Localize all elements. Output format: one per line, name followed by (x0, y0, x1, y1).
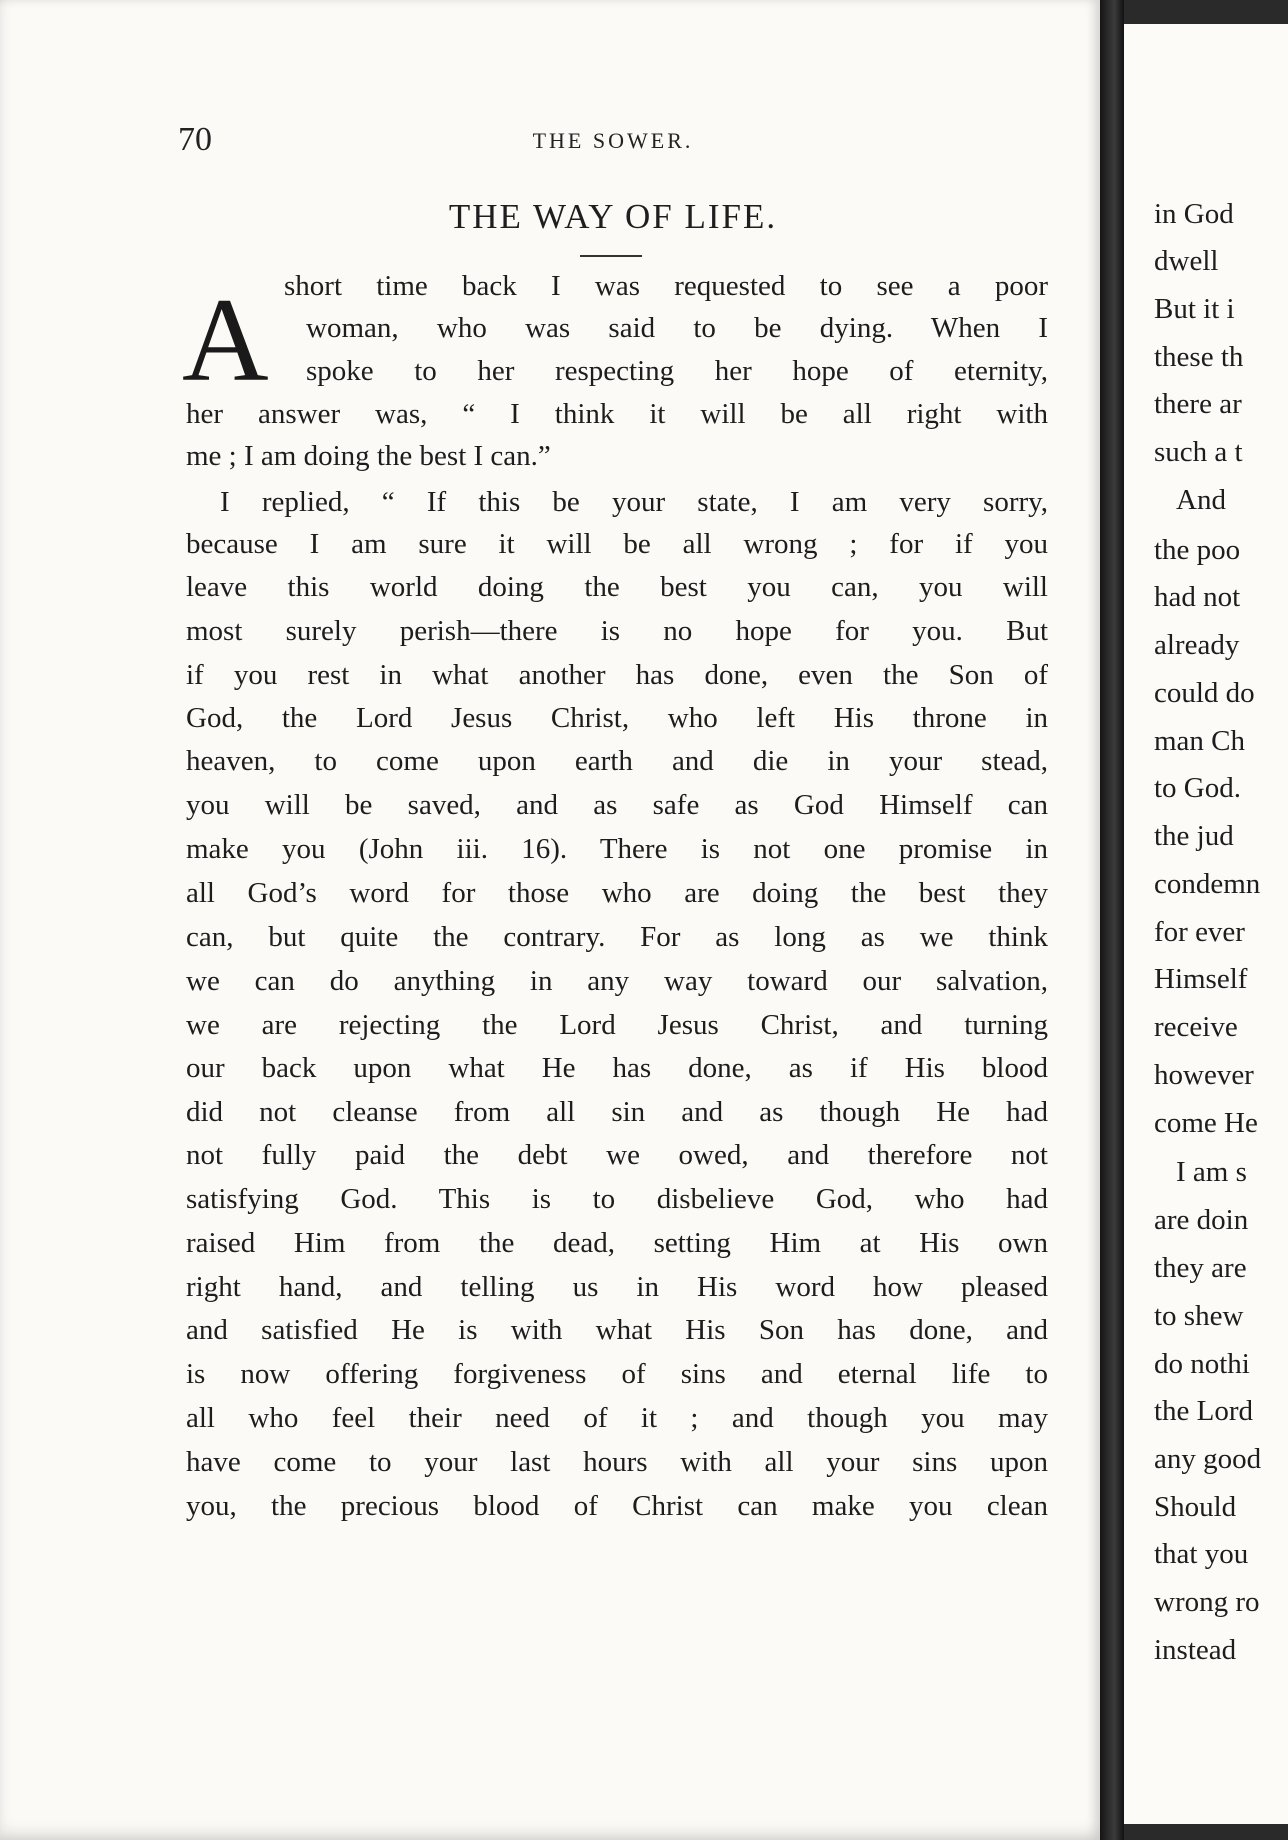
text-line: and satisfied He is with what His Son has done, and (186, 1314, 1048, 1346)
page-number: 70 (178, 121, 212, 158)
right-text-line: Should (1154, 1491, 1237, 1523)
right-text-line: the Lord (1154, 1395, 1254, 1427)
text-line: have come to your last hours with all your sins upon (186, 1446, 1048, 1478)
text-line: most surely perish—there is no hope for you. But (186, 615, 1048, 647)
right-text-line: for ever (1154, 916, 1245, 948)
right-text-line: Himself (1154, 963, 1248, 995)
right-text-line: in God (1154, 198, 1234, 230)
right-text-line: had not (1154, 581, 1241, 613)
text-line: you, the precious blood of Christ can make you clean (186, 1490, 1048, 1522)
text-line: if you rest in what another has done, even the Son of (186, 659, 1048, 691)
title-rule (580, 255, 642, 257)
right-text-line: these th (1154, 341, 1244, 373)
right-text-line: they are (1154, 1252, 1247, 1284)
text-line: God, the Lord Jesus Christ, who left His throne in (186, 702, 1048, 734)
text-line: we can do anything in any way toward our salvation, (186, 965, 1048, 997)
drop-cap: A (182, 273, 269, 406)
right-text-line: man Ch (1154, 725, 1246, 757)
right-text-line: come He (1154, 1107, 1258, 1139)
right-text-line: however (1154, 1059, 1254, 1091)
text-line: can, but quite the contrary. For as long as we think (186, 921, 1048, 953)
text-line: our back upon what He has done, as if His blood (186, 1052, 1048, 1084)
right-text-line: there ar (1154, 388, 1242, 420)
right-text-line: that you (1154, 1538, 1249, 1570)
text-line: raised Him from the dead, setting Him at His own (186, 1227, 1048, 1259)
right-page (1124, 24, 1288, 1824)
right-text-line: do nothi (1154, 1348, 1250, 1380)
right-text-line: dwell (1154, 245, 1219, 277)
text-line: we are rejecting the Lord Jesus Christ, and turning (186, 1009, 1048, 1041)
right-text-line: such a t (1154, 436, 1243, 468)
right-text-line: instead (1154, 1634, 1237, 1666)
right-text-line: already (1154, 629, 1240, 661)
right-text-line: wrong ro (1154, 1586, 1260, 1618)
text-line: leave this world doing the best you can, you will (186, 571, 1048, 603)
text-line: because I am sure it will be all wrong ; for if you (186, 528, 1048, 560)
right-text-line: to God. (1154, 772, 1241, 804)
running-head: THE SOWER. (532, 128, 694, 153)
text-line: all who feel their need of it ; and though you may (186, 1402, 1048, 1434)
text-line: all God’s word for those who are doing the best they (186, 877, 1048, 909)
right-text-line: But it i (1154, 293, 1235, 325)
right-text-line: receive (1154, 1011, 1238, 1043)
text-line: satisfying God. This is to disbelieve God, who had (186, 1183, 1048, 1215)
text-line: heaven, to come upon earth and die in your stead, (186, 745, 1048, 777)
text-line: spoke to her respecting her hope of eternity, (306, 355, 1048, 387)
text-line: woman, who was said to be dying. When I (306, 312, 1048, 344)
right-text-line: And (1176, 484, 1226, 516)
right-text-line: the poo (1154, 534, 1241, 566)
right-text-line: could do (1154, 677, 1255, 709)
article-title: THE WAY OF LIFE. (448, 197, 778, 236)
text-line: did not cleanse from all sin and as though He had (186, 1096, 1048, 1128)
right-text-line: any good (1154, 1443, 1262, 1475)
text-line: is now offering forgiveness of sins and eternal life to (186, 1358, 1048, 1390)
right-text-line: condemn (1154, 868, 1261, 900)
page-header (178, 120, 1048, 160)
text-line: right hand, and telling us in His word how pleased (186, 1271, 1048, 1303)
text-line: make you (John iii. 16). There is not one promise in (186, 833, 1048, 865)
page-fold (1100, 0, 1124, 1840)
right-text-line: to shew (1154, 1300, 1244, 1332)
text-line: not fully paid the debt we owed, and therefore not (186, 1139, 1048, 1171)
right-text-line: the jud (1154, 820, 1234, 852)
text-line: short time back I was requested to see a poor (284, 270, 1048, 302)
right-text-line: I am s (1176, 1156, 1247, 1188)
text-line: me ; I am doing the best I can.” (186, 440, 551, 472)
text-line: I replied, “ If this be your state, I am very sorry, (220, 486, 1048, 518)
text-line: her answer was, “ I think it will be all right with (186, 398, 1048, 430)
right-text-line: are doin (1154, 1204, 1249, 1236)
text-line: you will be saved, and as safe as God Himself can (186, 789, 1048, 821)
